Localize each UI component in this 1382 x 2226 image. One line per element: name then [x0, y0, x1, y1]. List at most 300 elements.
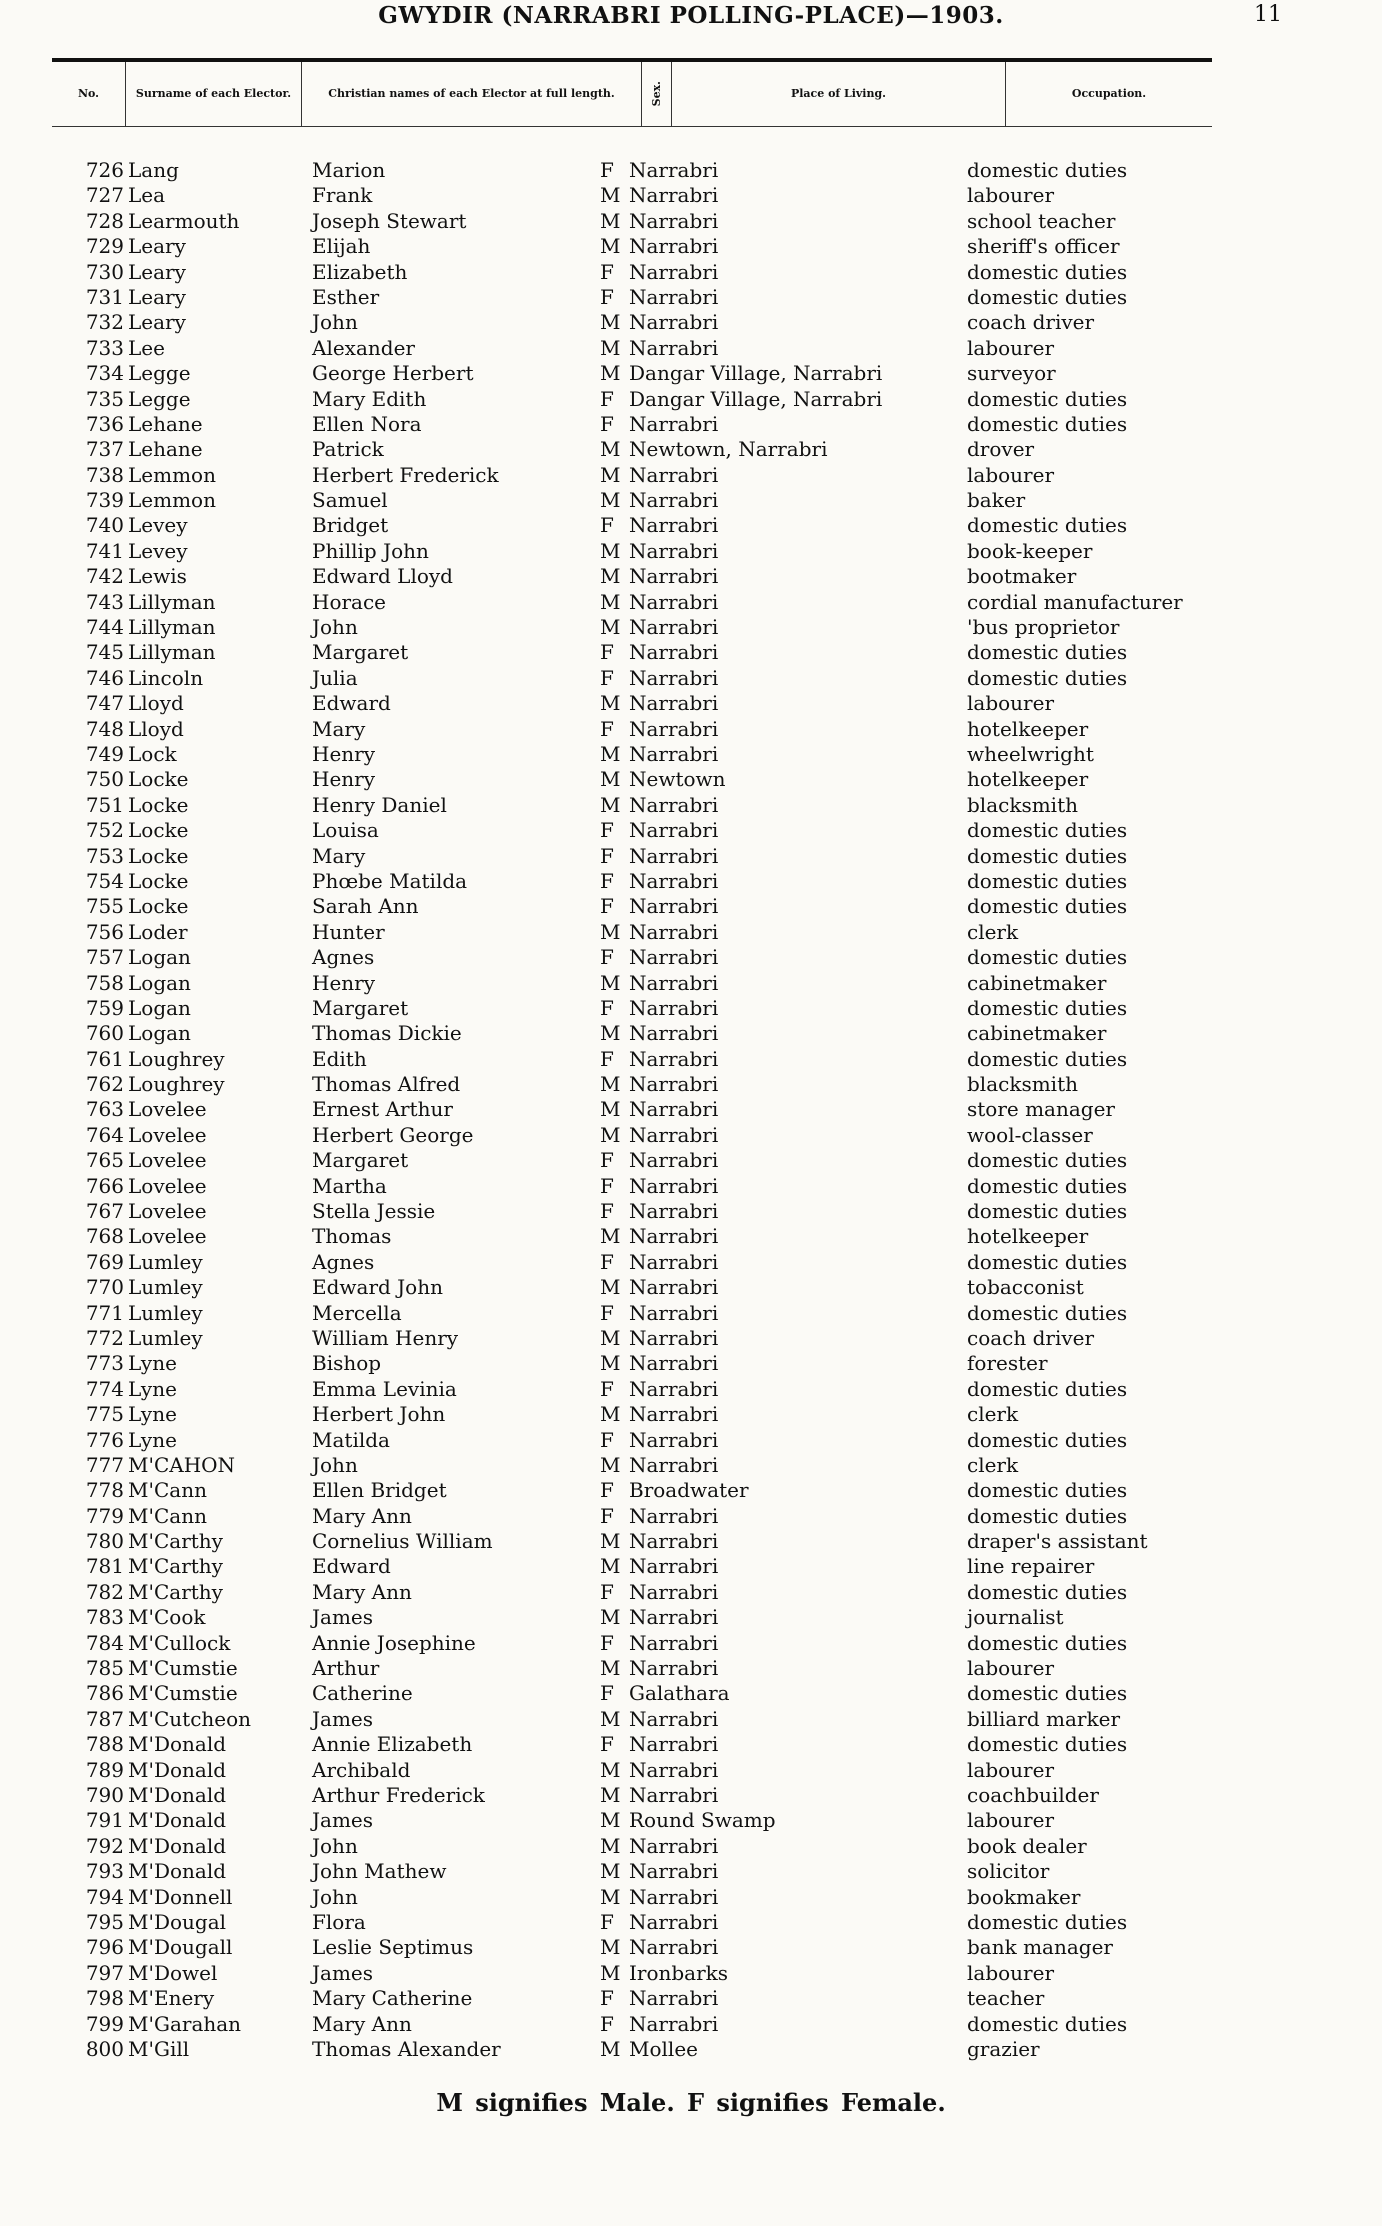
- cell-occupation: labourer: [967, 462, 1055, 487]
- cell-occupation: tobacconist: [967, 1275, 1084, 1300]
- elector-list: [0, 158, 1382, 2062]
- cell-place: Narrabri: [629, 1148, 719, 1173]
- cell-no: 756: [85, 919, 124, 944]
- elector-row: [0, 412, 1382, 437]
- cell-no: 728: [85, 208, 124, 233]
- cell-place: Broadwater: [629, 1478, 749, 1503]
- cell-surname: M'Carthy: [128, 1554, 223, 1579]
- cell-christian-names: Louisa: [312, 818, 379, 843]
- cell-surname: Lang: [128, 158, 179, 182]
- cell-place: Narrabri: [629, 1402, 719, 1427]
- elector-row: [0, 2037, 1382, 2062]
- cell-sex: F: [600, 1376, 614, 1401]
- elector-row: [0, 615, 1382, 640]
- cell-christian-names: Horace: [312, 589, 387, 614]
- cell-no: 786: [85, 1681, 124, 1706]
- elector-row: [0, 234, 1382, 259]
- cell-christian-names: Margaret: [312, 640, 409, 665]
- cell-occupation: labourer: [967, 1757, 1055, 1782]
- cell-no: 798: [85, 1986, 124, 2011]
- cell-place: Narrabri: [629, 1783, 719, 1807]
- cell-place: Narrabri: [629, 1529, 719, 1554]
- cell-no: 764: [85, 1122, 124, 1147]
- cell-sex: M: [600, 1757, 621, 1782]
- cell-christian-names: John: [312, 310, 358, 335]
- cell-christian-names: Mary: [312, 716, 366, 741]
- cell-occupation: clerk: [967, 919, 1019, 944]
- cell-sex: M: [600, 1097, 621, 1122]
- elector-row: [0, 1732, 1382, 1757]
- cell-surname: M'Garahan: [128, 2011, 242, 2036]
- cell-christian-names: Mary Ann: [312, 2011, 412, 2036]
- elector-row: [0, 996, 1382, 1021]
- cell-no: 745: [85, 640, 124, 665]
- cell-place: Narrabri: [629, 1757, 719, 1782]
- cell-no: 752: [85, 818, 124, 843]
- cell-occupation: hotelkeeper: [967, 716, 1089, 741]
- cell-sex: M: [600, 564, 621, 589]
- cell-christian-names: Alexander: [312, 335, 415, 360]
- elector-row: [0, 158, 1382, 183]
- cell-surname: Legge: [128, 361, 191, 386]
- cell-occupation: labourer: [967, 183, 1055, 208]
- cell-occupation: labourer: [967, 1808, 1055, 1833]
- cell-no: 776: [85, 1427, 124, 1452]
- elector-row: [0, 1580, 1382, 1605]
- cell-sex: M: [600, 1351, 621, 1376]
- cell-place: Narrabri: [629, 792, 719, 817]
- cell-christian-names: Agnes: [312, 945, 375, 970]
- cell-place: Narrabri: [629, 1935, 719, 1960]
- cell-surname: Locke: [128, 894, 189, 919]
- cell-no: 793: [85, 1859, 124, 1884]
- cell-occupation: coachbuilder: [967, 1783, 1099, 1807]
- cell-place: Narrabri: [629, 284, 719, 309]
- cell-no: 740: [85, 513, 124, 538]
- cell-place: Narrabri: [629, 488, 719, 513]
- elector-row: [0, 666, 1382, 691]
- cell-no: 782: [85, 1579, 124, 1604]
- cell-no: 799: [85, 2011, 124, 2036]
- cell-christian-names: James: [312, 1808, 374, 1833]
- elector-row: [0, 1986, 1382, 2011]
- cell-occupation: domestic duties: [967, 2011, 1128, 2036]
- elector-row: [0, 1047, 1382, 1072]
- cell-no: 743: [85, 589, 124, 614]
- cell-surname: Legge: [128, 386, 191, 411]
- cell-christian-names: Phœbe Matilda: [312, 868, 468, 893]
- elector-row: [0, 1935, 1382, 1960]
- cell-place: Narrabri: [629, 640, 719, 665]
- cell-surname: Locke: [128, 843, 189, 868]
- cell-christian-names: Hunter: [312, 919, 385, 944]
- cell-place: Narrabri: [629, 589, 719, 614]
- cell-christian-names: Mary Ann: [312, 1579, 412, 1604]
- cell-christian-names: John Mathew: [312, 1859, 447, 1884]
- cell-christian-names: Flora: [312, 1909, 366, 1934]
- cell-surname: Locke: [128, 868, 189, 893]
- cell-christian-names: Mary Edith: [312, 386, 427, 411]
- cell-no: 770: [85, 1275, 124, 1300]
- cell-surname: Lovelee: [128, 1148, 207, 1173]
- elector-row: [0, 463, 1382, 488]
- elector-row: [0, 1504, 1382, 1529]
- cell-sex: F: [600, 640, 614, 665]
- cell-sex: F: [600, 1478, 614, 1503]
- cell-christian-names: Ernest Arthur: [312, 1097, 453, 1122]
- cell-place: Narrabri: [629, 538, 719, 563]
- cell-sex: M: [600, 538, 621, 563]
- cell-no: 747: [85, 691, 124, 716]
- cell-occupation: bookmaker: [967, 1884, 1081, 1909]
- cell-occupation: journalist: [967, 1605, 1064, 1630]
- cell-sex: M: [600, 1884, 621, 1909]
- cell-occupation: domestic duties: [967, 284, 1128, 309]
- cell-no: 749: [85, 741, 124, 766]
- cell-place: Narrabri: [629, 716, 719, 741]
- cell-occupation: clerk: [967, 1402, 1019, 1427]
- cell-no: 781: [85, 1554, 124, 1579]
- cell-place: Narrabri: [629, 1021, 719, 1046]
- cell-surname: Lea: [128, 183, 166, 208]
- cell-occupation: cabinetmaker: [967, 1021, 1107, 1046]
- elector-row: [0, 1961, 1382, 1986]
- elector-row: [0, 1250, 1382, 1275]
- cell-christian-names: John: [312, 615, 358, 640]
- cell-christian-names: Archibald: [312, 1757, 411, 1782]
- cell-surname: Lillyman: [128, 589, 216, 614]
- elector-row: [0, 717, 1382, 742]
- cell-no: 765: [85, 1148, 124, 1173]
- elector-row: [0, 1834, 1382, 1859]
- cell-sex: M: [600, 792, 621, 817]
- cell-no: 797: [85, 1960, 124, 1985]
- elector-row: [0, 1656, 1382, 1681]
- cell-no: 767: [85, 1199, 124, 1224]
- cell-christian-names: Henry: [312, 970, 376, 995]
- cell-place: Mollee: [629, 2036, 698, 2061]
- cell-christian-names: Bridget: [312, 513, 389, 538]
- cell-surname: Lehane: [128, 437, 203, 462]
- cell-surname: Lovelee: [128, 1173, 207, 1198]
- cell-sex: F: [600, 1199, 614, 1224]
- cell-no: 744: [85, 615, 124, 640]
- cell-place: Narrabri: [629, 741, 719, 766]
- cell-place: Narrabri: [629, 1046, 719, 1071]
- cell-no: 758: [85, 970, 124, 995]
- cell-surname: M'Donald: [128, 1833, 227, 1858]
- elector-row: [0, 387, 1382, 412]
- cell-sex: F: [600, 1427, 614, 1452]
- cell-no: 772: [85, 1325, 124, 1350]
- cell-occupation: domestic duties: [967, 1732, 1128, 1757]
- cell-no: 739: [85, 488, 124, 513]
- cell-no: 751: [85, 792, 124, 817]
- cell-occupation: bank manager: [967, 1935, 1113, 1960]
- cell-sex: F: [600, 716, 614, 741]
- cell-place: Narrabri: [629, 843, 719, 868]
- cell-surname: M'Dougall: [128, 1935, 233, 1960]
- elector-row: [0, 894, 1382, 919]
- cell-occupation: school teacher: [967, 208, 1116, 233]
- cell-sex: M: [600, 183, 621, 208]
- cell-no: 789: [85, 1757, 124, 1782]
- cell-christian-names: John: [312, 1452, 358, 1477]
- cell-occupation: labourer: [967, 335, 1055, 360]
- cell-occupation: domestic duties: [967, 513, 1128, 538]
- cell-occupation: domestic duties: [967, 1427, 1128, 1452]
- cell-occupation: hotelkeeper: [967, 1224, 1089, 1249]
- elector-row: [0, 1275, 1382, 1300]
- cell-occupation: domestic duties: [967, 894, 1128, 919]
- cell-no: 774: [85, 1376, 124, 1401]
- cell-occupation: domestic duties: [967, 1579, 1128, 1604]
- cell-occupation: forester: [967, 1351, 1048, 1376]
- cell-place: Narrabri: [629, 1554, 719, 1579]
- cell-sex: F: [600, 945, 614, 970]
- cell-place: Narrabri: [629, 1249, 719, 1274]
- cell-surname: M'Donald: [128, 1808, 227, 1833]
- cell-christian-names: Annie Josephine: [312, 1630, 476, 1655]
- cell-sex: F: [600, 1732, 614, 1757]
- cell-no: 768: [85, 1224, 124, 1249]
- elector-row: [0, 1605, 1382, 1630]
- cell-no: 800: [85, 2036, 124, 2061]
- elector-row: [0, 1428, 1382, 1453]
- cell-surname: Lovelee: [128, 1199, 207, 1224]
- cell-surname: Lyne: [128, 1376, 177, 1401]
- cell-christian-names: Henry Daniel: [312, 792, 447, 817]
- elector-row: [0, 1199, 1382, 1224]
- cell-sex: F: [600, 1909, 614, 1934]
- elector-row: [0, 844, 1382, 869]
- cell-sex: M: [600, 1275, 621, 1300]
- cell-place: Ironbarks: [629, 1960, 729, 1985]
- cell-place: Narrabri: [629, 1656, 719, 1681]
- cell-surname: Logan: [128, 970, 191, 995]
- elector-row: [0, 361, 1382, 386]
- cell-no: 730: [85, 259, 124, 284]
- cell-no: 750: [85, 767, 124, 792]
- cell-sex: F: [600, 843, 614, 868]
- cell-surname: Lock: [128, 741, 177, 766]
- elector-row: [0, 1758, 1382, 1783]
- elector-row: [0, 513, 1382, 538]
- cell-christian-names: Bishop: [312, 1351, 382, 1376]
- cell-occupation: domestic duties: [967, 1046, 1128, 1071]
- cell-sex: M: [600, 615, 621, 640]
- cell-sex: M: [600, 1833, 621, 1858]
- cell-surname: Lyne: [128, 1351, 177, 1376]
- header-occupation: Occupation.: [1071, 87, 1147, 100]
- cell-surname: M'CAHON: [128, 1452, 236, 1477]
- cell-occupation: bootmaker: [967, 564, 1077, 589]
- cell-christian-names: Margaret: [312, 995, 409, 1020]
- cell-christian-names: Ellen Nora: [312, 411, 422, 436]
- cell-occupation: labourer: [967, 1960, 1055, 1985]
- cell-occupation: domestic duties: [967, 1478, 1128, 1503]
- cell-christian-names: Herbert Frederick: [312, 462, 499, 487]
- cell-place: Narrabri: [629, 1224, 719, 1249]
- cell-occupation: domestic duties: [967, 158, 1128, 182]
- cell-place: Narrabri: [629, 1325, 719, 1350]
- cell-christian-names: William Henry: [312, 1325, 459, 1350]
- cell-no: 788: [85, 1732, 124, 1757]
- cell-place: Narrabri: [629, 1173, 719, 1198]
- elector-row: [0, 260, 1382, 285]
- elector-row: [0, 539, 1382, 564]
- cell-christian-names: Henry: [312, 741, 376, 766]
- elector-row: [0, 1681, 1382, 1706]
- cell-sex: F: [600, 1173, 614, 1198]
- elector-row: [0, 767, 1382, 792]
- cell-surname: M'Cullock: [128, 1630, 231, 1655]
- cell-surname: M'Cumstie: [128, 1681, 238, 1706]
- cell-sex: F: [600, 2011, 614, 2036]
- cell-sex: M: [600, 1452, 621, 1477]
- cell-surname: Locke: [128, 818, 189, 843]
- cell-surname: M'Donald: [128, 1757, 227, 1782]
- cell-place: Narrabri: [629, 462, 719, 487]
- cell-sex: M: [600, 1122, 621, 1147]
- elector-row: [0, 1885, 1382, 1910]
- cell-occupation: domestic duties: [967, 1173, 1128, 1198]
- cell-surname: Lovelee: [128, 1122, 207, 1147]
- cell-no: 766: [85, 1173, 124, 1198]
- cell-occupation: billiard marker: [967, 1706, 1120, 1731]
- cell-surname: Lumley: [128, 1249, 203, 1274]
- cell-sex: F: [600, 818, 614, 843]
- cell-place: Narrabri: [629, 1732, 719, 1757]
- elector-row: [0, 209, 1382, 234]
- elector-row: [0, 793, 1382, 818]
- header-place: Place of Living.: [672, 62, 1006, 126]
- cell-occupation: coach driver: [967, 1325, 1095, 1350]
- cell-surname: Leary: [128, 310, 186, 335]
- cell-occupation: hotelkeeper: [967, 767, 1089, 792]
- cell-no: 736: [85, 411, 124, 436]
- cell-sex: M: [600, 1325, 621, 1350]
- cell-no: 746: [85, 665, 124, 690]
- cell-no: 784: [85, 1630, 124, 1655]
- cell-occupation: drover: [967, 437, 1035, 462]
- cell-christian-names: Elizabeth: [312, 259, 408, 284]
- cell-no: 759: [85, 995, 124, 1020]
- header-sex-label: Sex.: [649, 81, 663, 107]
- cell-place: Narrabri: [629, 1072, 719, 1097]
- cell-place: Narrabri: [629, 1884, 719, 1909]
- cell-christian-names: Herbert George: [312, 1122, 474, 1147]
- cell-occupation: domestic duties: [967, 411, 1128, 436]
- cell-no: 737: [85, 437, 124, 462]
- cell-place: Narrabri: [629, 1630, 719, 1655]
- cell-no: 748: [85, 716, 124, 741]
- cell-occupation: wool-classer: [967, 1122, 1093, 1147]
- elector-row: [0, 437, 1382, 462]
- elector-row: [0, 1351, 1382, 1376]
- cell-no: 780: [85, 1529, 124, 1554]
- cell-surname: Lincoln: [128, 665, 204, 690]
- cell-surname: M'Carthy: [128, 1579, 223, 1604]
- cell-surname: M'Cutcheon: [128, 1706, 252, 1731]
- cell-christian-names: Thomas: [312, 1224, 392, 1249]
- cell-no: 775: [85, 1402, 124, 1427]
- cell-christian-names: James: [312, 1706, 374, 1731]
- cell-christian-names: Edward John: [312, 1275, 443, 1300]
- elector-row: [0, 640, 1382, 665]
- cell-sex: F: [600, 1300, 614, 1325]
- cell-surname: M'Donald: [128, 1783, 227, 1807]
- cell-no: 729: [85, 234, 124, 259]
- cell-surname: Loughrey: [128, 1046, 225, 1071]
- cell-christian-names: Samuel: [312, 488, 388, 513]
- cell-no: 785: [85, 1656, 124, 1681]
- cell-place: Narrabri: [629, 1452, 719, 1477]
- cell-no: 760: [85, 1021, 124, 1046]
- cell-place: Narrabri: [629, 1833, 719, 1858]
- elector-row: [0, 1859, 1382, 1884]
- cell-occupation: domestic duties: [967, 1909, 1128, 1934]
- cell-sex: F: [600, 1046, 614, 1071]
- cell-sex: M: [600, 1402, 621, 1427]
- cell-place: Narrabri: [629, 259, 719, 284]
- cell-place: Narrabri: [629, 1199, 719, 1224]
- elector-row: [0, 742, 1382, 767]
- cell-place: Narrabri: [629, 208, 719, 233]
- cell-christian-names: Mercella: [312, 1300, 402, 1325]
- cell-christian-names: John: [312, 1884, 358, 1909]
- elector-row: [0, 1707, 1382, 1732]
- cell-sex: M: [600, 691, 621, 716]
- cell-place: Round Swamp: [629, 1808, 776, 1833]
- cell-place: Narrabri: [629, 1097, 719, 1122]
- cell-sex: M: [600, 919, 621, 944]
- elector-row: [0, 1453, 1382, 1478]
- cell-place: Narrabri: [629, 1427, 719, 1452]
- cell-no: 791: [85, 1808, 124, 1833]
- elector-row: [0, 1097, 1382, 1122]
- elector-row: [0, 590, 1382, 615]
- cell-occupation: domestic duties: [967, 1503, 1128, 1528]
- cell-occupation: domestic duties: [967, 1249, 1128, 1274]
- cell-occupation: coach driver: [967, 310, 1095, 335]
- cell-surname: Leary: [128, 259, 186, 284]
- elector-row: [0, 691, 1382, 716]
- elector-row: [0, 310, 1382, 335]
- cell-surname: M'Carthy: [128, 1529, 223, 1554]
- elector-row: [0, 1478, 1382, 1503]
- cell-christian-names: Catherine: [312, 1681, 413, 1706]
- cell-christian-names: Ellen Bridget: [312, 1478, 447, 1503]
- cell-no: 732: [85, 310, 124, 335]
- cell-sex: M: [600, 437, 621, 462]
- cell-surname: Lee: [128, 335, 165, 360]
- cell-no: 753: [85, 843, 124, 868]
- cell-no: 726: [85, 158, 124, 182]
- elector-row: [0, 1631, 1382, 1656]
- cell-no: 754: [85, 868, 124, 893]
- cell-no: 738: [85, 462, 124, 487]
- cell-surname: M'Gill: [128, 2036, 190, 2061]
- cell-christian-names: Esther: [312, 284, 380, 309]
- cell-sex: M: [600, 1808, 621, 1833]
- cell-place: Narrabri: [629, 894, 719, 919]
- cell-christian-names: Julia: [312, 665, 358, 690]
- cell-sex: F: [600, 158, 614, 182]
- cell-no: 792: [85, 1833, 124, 1858]
- cell-surname: M'Cann: [128, 1503, 207, 1528]
- cell-sex: F: [600, 1503, 614, 1528]
